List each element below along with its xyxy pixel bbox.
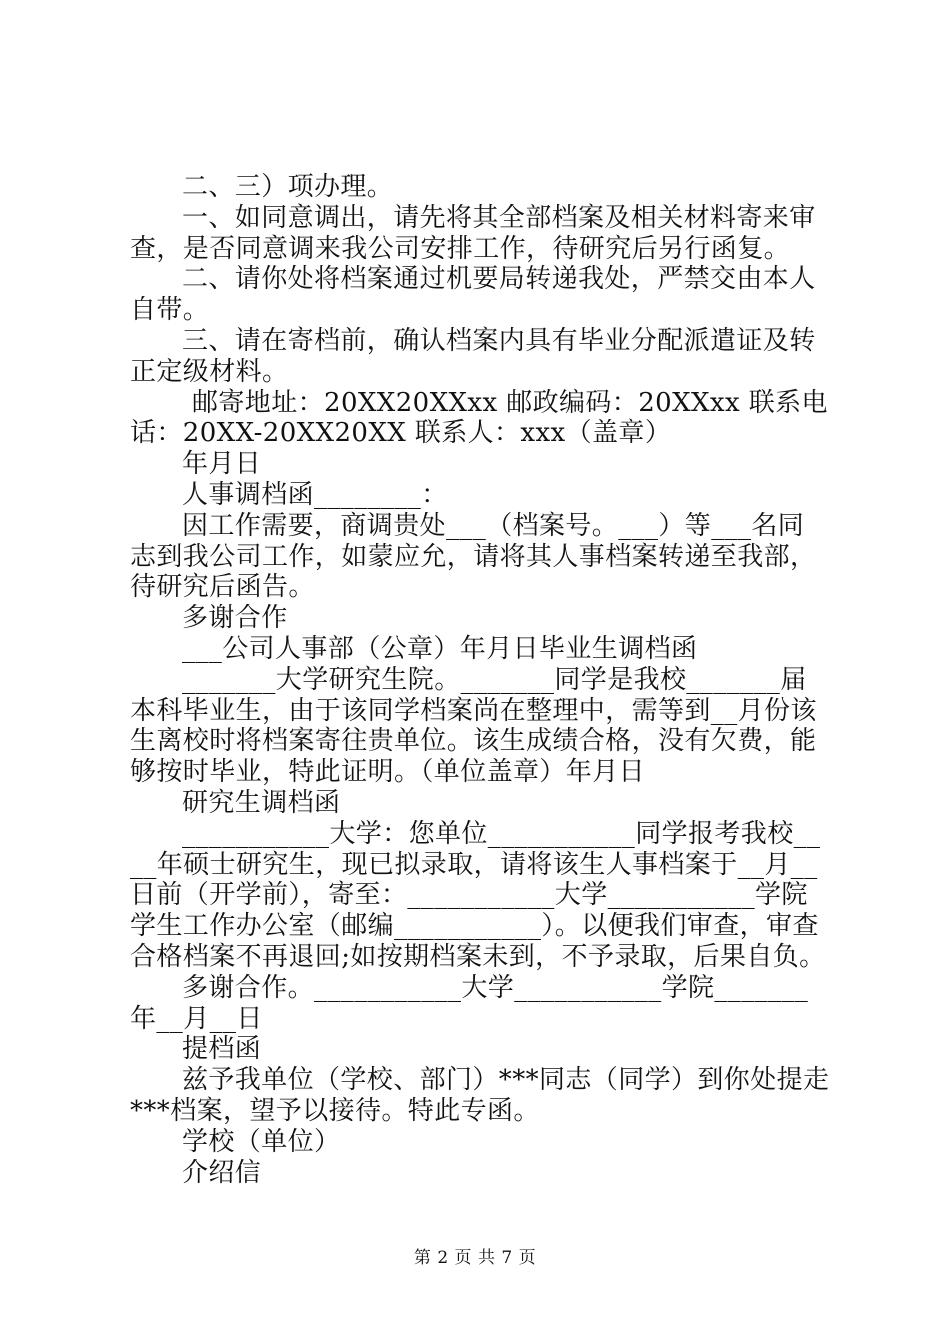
- paragraph-item-three: 三、请在寄档前，确认档案内具有毕业分配派遣证及转正定级材料。: [130, 325, 816, 387]
- paragraph-item-two: 二、请你处将档案通过机要局转递我处，严禁交由本人自带。: [130, 264, 816, 326]
- paragraph-postgraduate-letter-body: ___________大学：您单位___________同学报考我校____年硕士研究生，现已拟录取，请将该生人事档案于__月__日前（开学前），寄至：___________大学___________学院学生工作办公室（邮编___________）。以便我们审查，审查合格档案不再退回;如按期档案未到，不予录取，后果自负。: [130, 818, 826, 972]
- paragraph-graduate-letter-body: _______大学研究生院。_______同学是我校_______届本科毕业生，由于该同学档案尚在整理中，需等到__月份该生离校时将档案寄往贵单位。该生成绩合格，没有欠费，能够按时毕业，特此证明。（单位盖章）年月日: [130, 664, 817, 788]
- paragraph-school-unit: 学校（单位）: [182, 1126, 341, 1157]
- paragraph-personnel-letter-body: 因工作需要，商调贵处___（档案号。___）等___名同志到我公司工作，如蒙应允，请将其人事档案转递至我部，待研究后函告。: [130, 510, 817, 603]
- paragraph-contact-info: 邮寄地址：20XX20XXxx 邮政编码：20XXxx 联系电话：20XX-20XX20XX 联系人：xxx（盖章）: [130, 387, 828, 449]
- paragraph-postgraduate-signature: 多谢合作。___________大学___________学院_______年__月__日: [130, 972, 809, 1034]
- page-number-footer: 第 2 页 共 7 页: [413, 1248, 537, 1268]
- paragraph-date: 年月日: [182, 449, 262, 480]
- paragraph-postgraduate-letter-title: 研究生调档函: [182, 787, 341, 818]
- paragraph-item-one: 一、如同意调出，请先将其全部档案及相关材料寄来审查，是否同意调来我公司安排工作，待研究后另行函复。: [130, 202, 816, 264]
- document-body: [130, 172, 830, 1188]
- paragraph-personnel-letter-title: 人事调档函________：: [182, 479, 448, 510]
- paragraph-hr-signature: ___公司人事部（公章）年月日毕业生调档函: [182, 633, 698, 664]
- paragraph-item-list-end: 二、三）项办理。: [182, 172, 394, 202]
- paragraph-introduction-letter: 介绍信: [182, 1157, 262, 1188]
- paragraph-retrieval-letter-body: 兹予我单位（学校、部门）***同志（同学）到你处提走***档案，望予以接待。特此专函。: [130, 1065, 830, 1126]
- paragraph-thanks: 多谢合作: [182, 603, 288, 634]
- paragraph-retrieval-letter-title: 提档函: [182, 1034, 262, 1065]
